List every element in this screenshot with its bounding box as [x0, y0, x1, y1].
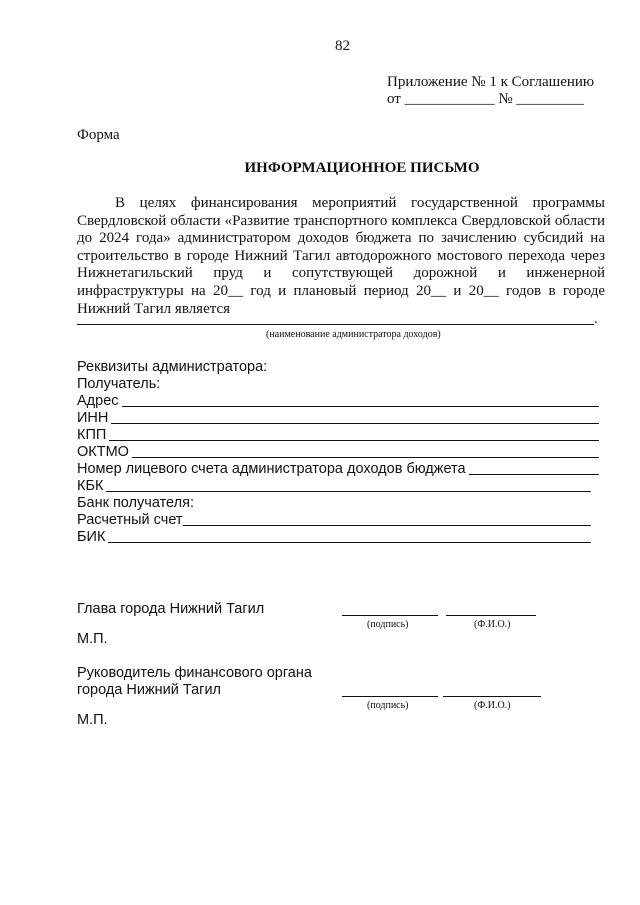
kbk-row [77, 478, 591, 495]
bik-row [77, 529, 591, 546]
account-field[interactable] [469, 474, 599, 475]
head-name-caption: (Ф.И.О.) [474, 619, 511, 630]
requisites-heading-text: Реквизиты администратора: [77, 359, 268, 375]
appendix-header [387, 74, 594, 108]
settlement-field[interactable] [183, 525, 591, 526]
form-label: Форма [77, 127, 120, 143]
inn-field[interactable] [111, 423, 599, 424]
bik-field[interactable] [108, 542, 591, 543]
body-end-dot: . [594, 311, 598, 327]
account-row [77, 461, 599, 478]
inn-row [77, 410, 599, 427]
body-paragraph [77, 195, 605, 318]
admin-name-caption: (наименование администратора доходов) [266, 329, 441, 340]
address-field[interactable] [122, 406, 599, 407]
appendix-line-1: Приложение № 1 к Соглашению [387, 74, 595, 90]
admin-name-line[interactable] [77, 324, 594, 325]
head-label: Глава города Нижний Тагил [77, 601, 265, 617]
body-text: В целях финансирования мероприятий государственной программы Свердловской области «Развитие транспортного комплекса Свердловской области до 2024 года» администратором доходов бюджета по зачислению субсидий на строительство в городе Нижний Тагил автодорожного мостового перехода через Нижнетагильский пруд и сопутствующей дорожной и инженерной инфраструктуры на 20__ год и плановый период 20__ и 20__ годов в городе Нижний Тагил является [77, 195, 605, 317]
kbk-label: КБК [77, 478, 104, 494]
finance-sign-caption: (подпись) [367, 700, 409, 711]
stamp-place-2: М.П. [77, 712, 108, 728]
kbk-field[interactable] [106, 491, 591, 492]
head-name-line[interactable] [446, 615, 536, 616]
bik-label: БИК [77, 529, 106, 545]
oktmo-field[interactable] [132, 457, 599, 458]
inn-label: ИНН [77, 410, 109, 426]
finance-head-label [77, 665, 312, 699]
settlement-label: Расчетный счет [77, 512, 183, 528]
recipient-label: Получатель: [77, 376, 161, 392]
bank-label: Банк получателя: [77, 495, 194, 511]
account-label: Номер лицевого счета администратора доходов бюджета [77, 461, 466, 477]
settlement-row [77, 512, 591, 529]
kpp-field[interactable] [109, 440, 599, 441]
kpp-row [77, 427, 599, 444]
page-number: 82 [335, 38, 350, 54]
requisites-heading [77, 359, 599, 376]
requisites-block [77, 359, 599, 546]
oktmo-label: ОКТМО [77, 444, 129, 460]
finance-signature-line[interactable] [342, 696, 438, 697]
oktmo-row [77, 444, 599, 461]
kpp-label: КПП [77, 427, 107, 443]
document-title: ИНФОРМАЦИОННОЕ ПИСЬМО [244, 160, 480, 176]
appendix-line-2: от ____________ № _________ [387, 91, 584, 107]
stamp-place-1: М.П. [77, 631, 108, 647]
address-row [77, 393, 599, 410]
finance-name-line[interactable] [443, 696, 541, 697]
bank-row [77, 495, 599, 512]
finance-head-line-1: Руководитель финансового органа [77, 665, 312, 681]
address-label: Адрес [77, 393, 119, 409]
head-sign-caption: (подпись) [367, 619, 409, 630]
finance-name-caption: (Ф.И.О.) [474, 700, 511, 711]
recipient-row [77, 376, 599, 393]
head-signature-line[interactable] [342, 615, 438, 616]
finance-head-line-2: города Нижний Тагил [77, 682, 222, 698]
